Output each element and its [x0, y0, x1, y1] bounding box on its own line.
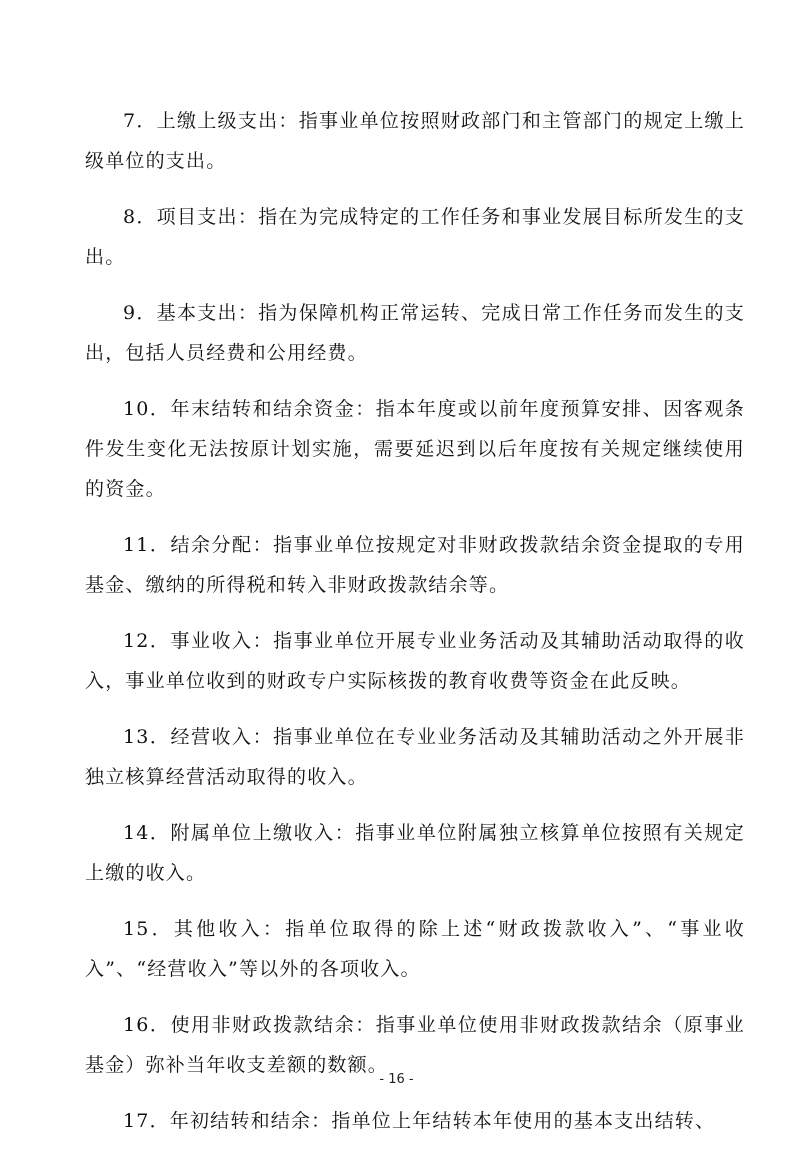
page-number: - 16 - — [379, 1072, 414, 1087]
paragraph-item-17: 17．年初结转和结余：指单位上年结转本年使用的基本支出结转、 — [123, 1110, 716, 1132]
paragraph-item-11: 11．结余分配：指事业单位按规定对非财政拨款结余资金提取的专用基金、缴纳的所得税和转入非财政拨款结余等。 — [85, 534, 745, 596]
body-text — [85, 101, 745, 1157]
paragraph-item-9: 9．基本支出：指为保障机构正常运转、完成日常工作任务而发生的支出，包括人员经费和公用经费。 — [85, 302, 745, 364]
paragraph-item-16: 16．使用非财政拨款结余：指事业单位使用非财政拨款结余（原事业基金）弥补当年收支差额的数额。 — [85, 1014, 745, 1076]
paragraph-item-14: 14．附属单位上缴收入：指事业单位附属独立核算单位按照有关规定上缴的收入。 — [85, 822, 745, 884]
paragraph-item-7: 7．上缴上级支出：指事业单位按照财政部门和主管部门的规定上缴上级单位的支出。 — [85, 110, 745, 172]
paragraph-item-13: 13．经营收入：指事业单位在专业业务活动及其辅助活动之外开展非独立核算经营活动取得的收入。 — [85, 726, 745, 788]
paragraph-item-12: 12．事业收入：指事业单位开展专业业务活动及其辅助活动取得的收入，事业单位收到的财政专户实际核拨的教育收费等资金在此反映。 — [85, 630, 745, 692]
paragraph-item-8: 8．项目支出：指在为完成特定的工作任务和事业发展目标所发生的支出。 — [85, 206, 745, 268]
paragraph-item-15: 15．其他收入：指单位取得的除上述“财政拨款收入”、“事业收入”、“经营收入”等以外的各项收入。 — [85, 918, 745, 980]
paragraph-item-10: 10．年末结转和结余资金：指本年度或以前年度预算安排、因客观条件发生变化无法按原计划实施，需要延迟到以后年度按有关规定继续使用的资金。 — [85, 398, 745, 500]
